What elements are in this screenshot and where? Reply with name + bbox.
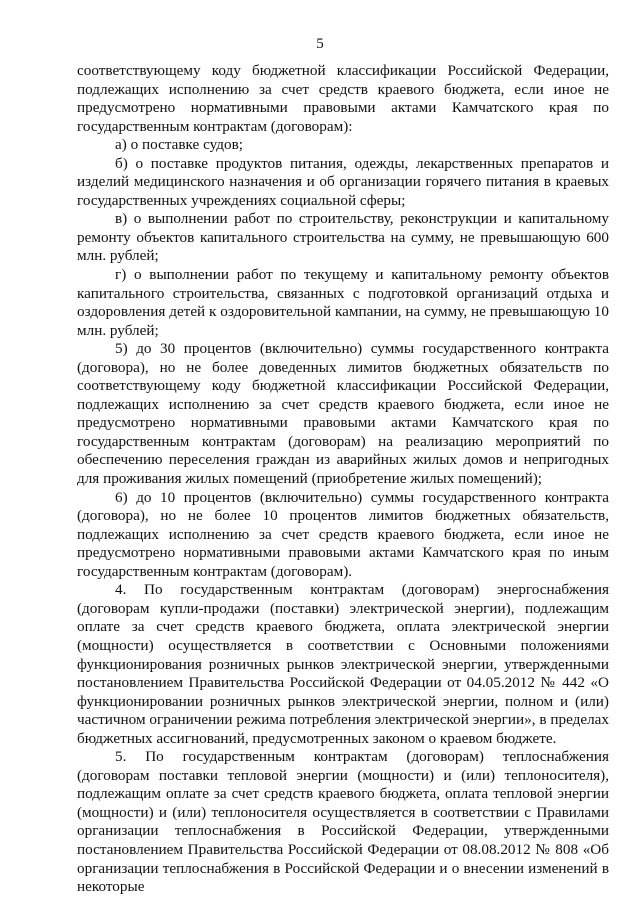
paragraph-subitem-6: 6) до 10 процентов (включительно) суммы государственного контракта (договора), но не более 10 процентов лимитов бюджетных обязательств, подлежащих исполнению за счет средств краевого бюджета, если иное не предусмотрено нормативными правовыми актами Камчатского края по иным государственным контрактам (договорам).	[77, 488, 609, 580]
paragraph-item-a: а) о поставке судов;	[115, 136, 243, 154]
paragraph-item-g: г) о выполнении работ по текущему и капитальному ремонту объектов капитального строительства, связанных с подготовкой организаций отдыха и оздоровления детей к оздоровительной кампании, на сумму, не превышающую 10 млн. рублей;	[77, 266, 609, 339]
paragraph-item-b: б) о поставке продуктов питания, одежды, лекарственных препаратов и изделий медицинского назначения и об организации горячего питания в краевых государственных учреждениях социальной сферы;	[77, 154, 609, 209]
paragraph-item-v: в) о выполнении работ по строительству, реконструкции и капитальному ремонту объектов капитального строительства на сумму, не превышающую 600 млн. рублей;	[77, 210, 609, 265]
paragraph-section-5: 5. По государственным контрактам (договорам) теплоснабжения (договорам поставки тепловой энергии (мощности) и (или) теплоносителя), подлежащим оплате за счет средств краевого бюджета, оплата тепловой энергии (мощности) и (или) теплоносителя осуществляется в соответствии с Правилами организации теплоснабжения в Российской Федерации, утвержденными постановлением Правительства Российской Федерации от 08.08.2012 № 808 «Об организации теплоснабжения в Российской Федерации и о внесении изменений в некоторые	[77, 748, 609, 896]
paragraph-continuation: соответствующему коду бюджетной классификации Российской Федерации, подлежащих исполнению за счет средств краевого бюджета, если иное не предусмотрено нормативными правовыми актами Камчатского края по государственным контрактам (договорам):	[77, 62, 609, 135]
page-number: 5	[316, 36, 324, 52]
paragraph-subitem-5: 5) до 30 процентов (включительно) суммы государственного контракта (договора), но не более доведенных лимитов бюджетных обязательств по соответствующему коду бюджетной классификации Российской Федерации, подлежащих исполнению за счет средств краевого бюджета, если иное не предусмотрено нормативными правовыми актами Камчатского края по государственным контрактам (договорам) на реализацию мероприятий по обеспечению переселения граждан из аварийных жилых домов и непригодных для проживания жилых помещений (приобретение жилых помещений);	[77, 340, 609, 488]
document-body	[77, 62, 609, 897]
paragraph-section-4: 4. По государственным контрактам (договорам) энергоснабжения (договорам купли-продажи (поставки) электрической энергии), подлежащим оплате за счет средств краевого бюджета, оплата электрической энергии (мощности) осуществляется в соответствии с Основными положениями функционирования розничных рынков электрической энергии, утвержденными постановлением Правительства Российской Федерации от 04.05.2012 № 442 «О функционировании розничных рынков электрической энергии, полном и (или) частичном ограничении режима потребления электрической энергии», в пределах бюджетных ассигнований, предусмотренных законом о краевом бюджете.	[77, 581, 609, 747]
